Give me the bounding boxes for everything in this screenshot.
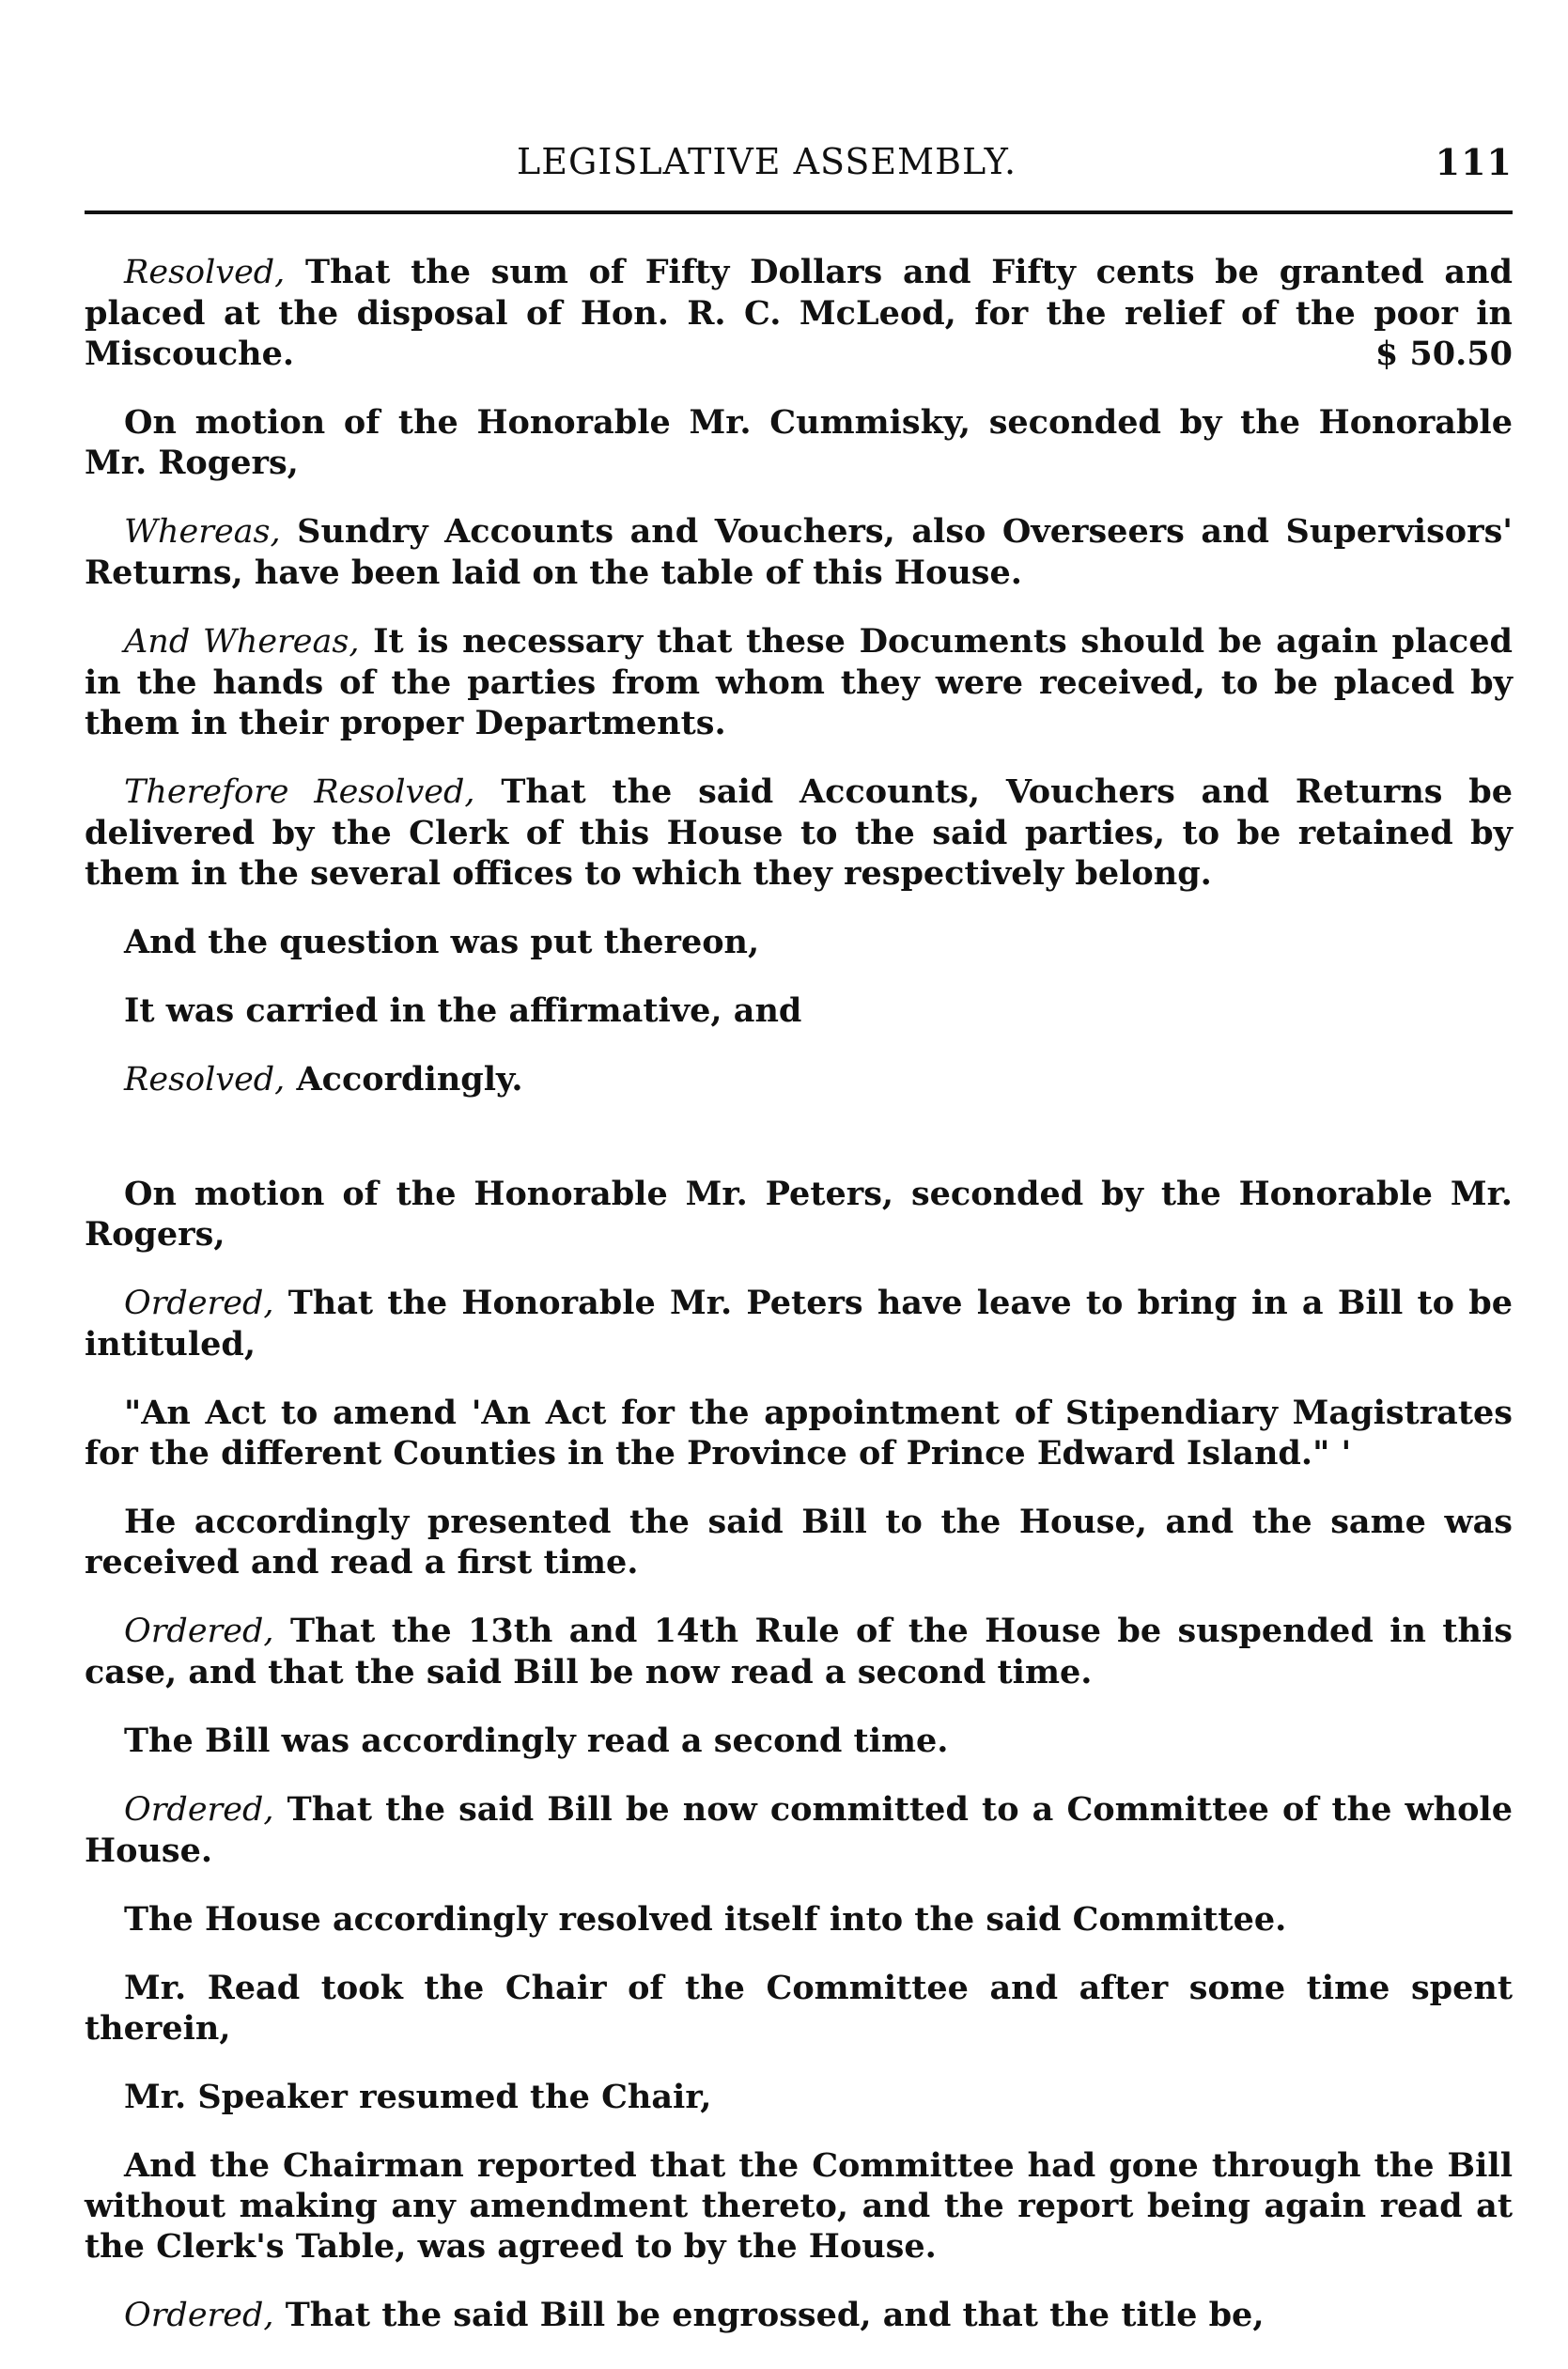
paragraph-text: That the 13th and 14th Rule of the House be suspended in this case, and that the said Bill be now read a second time. xyxy=(85,1612,1513,1691)
paragraph-lead: Ordered, xyxy=(124,1791,274,1829)
paragraph-ordered-leave xyxy=(85,1283,1513,1364)
paragraph-resolved-committee xyxy=(85,1899,1513,1940)
paragraph-text: That the Honorable Mr. Peters have leave to bring in a Bill to be intituled, xyxy=(85,1284,1513,1364)
paragraph-lead: Ordered, xyxy=(124,1285,274,1322)
paragraph-lead: Therefore Resolved, xyxy=(124,773,475,811)
page-title: LEGISLATIVE ASSEMBLY. xyxy=(517,141,1017,182)
header-rule xyxy=(85,210,1513,214)
paragraph-text: The House accordingly resolved itself into the said Committee. xyxy=(124,1900,1287,1939)
paragraph-speaker-resumed xyxy=(85,2077,1513,2117)
paragraph-second-reading xyxy=(85,1721,1513,1761)
paragraph-text: It is necessary that these Documents should be again placed in the hands of the parties from whom they were received, to be placed by them in their proper Departments. xyxy=(85,622,1513,742)
paragraph-ordered-engrossed xyxy=(85,2295,1513,2336)
paragraph-text: And the Chairman reported that the Committee had gone through the Bill without making any amendment thereto, and the report being again read at the Clerk's Table, was agreed to by the House. xyxy=(85,2146,1513,2266)
paragraph-whereas xyxy=(85,511,1513,593)
paragraph-ordered-suspend xyxy=(85,1611,1513,1692)
paragraph-lead: Whereas, xyxy=(124,513,281,551)
paragraph-lead: Resolved, xyxy=(124,1061,286,1099)
paragraph-text: On motion of the Honorable Mr. Cummisky, seconded by the Honorable Mr. Rogers, xyxy=(85,403,1513,482)
paragraph-read-chair xyxy=(85,1968,1513,2049)
paragraph-text: The Bill was accordingly read a second time. xyxy=(124,1722,949,1760)
paragraph-text: And the question was put thereon, xyxy=(124,923,760,961)
paragraph-motion-cummisky xyxy=(85,402,1513,483)
paragraph-text: He accordingly presented the said Bill to the House, and the same was received and read a first time. xyxy=(85,1503,1513,1582)
running-header xyxy=(85,141,1513,197)
page-number: 111 xyxy=(1435,141,1513,183)
paragraph-text: Accordingly. xyxy=(285,1060,523,1099)
paragraph-text: On motion of the Honorable Mr. Peters, seconded by the Honorable Mr. Rogers, xyxy=(85,1175,1513,1254)
paragraph-text: That the said Bill be engrossed, and that the title be, xyxy=(273,2296,1265,2334)
paragraph-act-title xyxy=(85,1393,1513,1473)
paragraph-motion-peters xyxy=(85,1174,1513,1255)
paragraph-chairman-report xyxy=(85,2145,1513,2267)
paragraph-ordered-committed xyxy=(85,1789,1513,1871)
paragraph-lead: Ordered, xyxy=(124,2297,274,2334)
paragraph-text: "An Act to amend 'An Act for the appointment of Stipendiary Magistrates for the different Counties in the Province of Prince Edward Island." ' xyxy=(85,1394,1513,1473)
paragraph-resolved-accordingly xyxy=(85,1059,1513,1100)
paragraph-text: It was carried in the affirmative, and xyxy=(124,991,802,1030)
amount: $ 50.50 xyxy=(1374,335,1513,373)
paragraph-text: That the sum of Fifty Dollars and Fifty cents be granted and placed at the disposal of Hon. R. C. McLeod, for the relief of the poor in Miscouche. xyxy=(85,253,1513,373)
paragraph-lead: Resolved, xyxy=(124,254,286,291)
paragraph-text: Mr. Speaker resumed the Chair, xyxy=(124,2078,712,2116)
paragraph-text: Sundry Accounts and Vouchers, also Overseers and Supervisors' Returns, have been laid on the table of this House. xyxy=(85,512,1513,592)
paragraph-first-reading xyxy=(85,1502,1513,1582)
paragraph-lead: And Whereas, xyxy=(124,623,360,661)
paragraph-text: Mr. Read took the Chair of the Committee and after some time spent therein, xyxy=(85,1969,1513,2048)
paragraph-lead: Ordered, xyxy=(124,1613,274,1650)
paragraph-resolved-relief xyxy=(85,252,1513,374)
paragraph-question-put xyxy=(85,922,1513,962)
paragraph-therefore-resolved xyxy=(85,771,1513,894)
paragraph-text: That the said Bill be now committed to a Committee of the whole House. xyxy=(85,1790,1513,1870)
document-page xyxy=(85,141,1513,2364)
paragraph-text: That the said Accounts, Vouchers and Returns be delivered by the Clerk of this House to the said parties, to be retained by them in the several offices to which they respectively belong. xyxy=(85,772,1513,893)
paragraph-and-whereas xyxy=(85,621,1513,743)
paragraph-carried xyxy=(85,990,1513,1031)
